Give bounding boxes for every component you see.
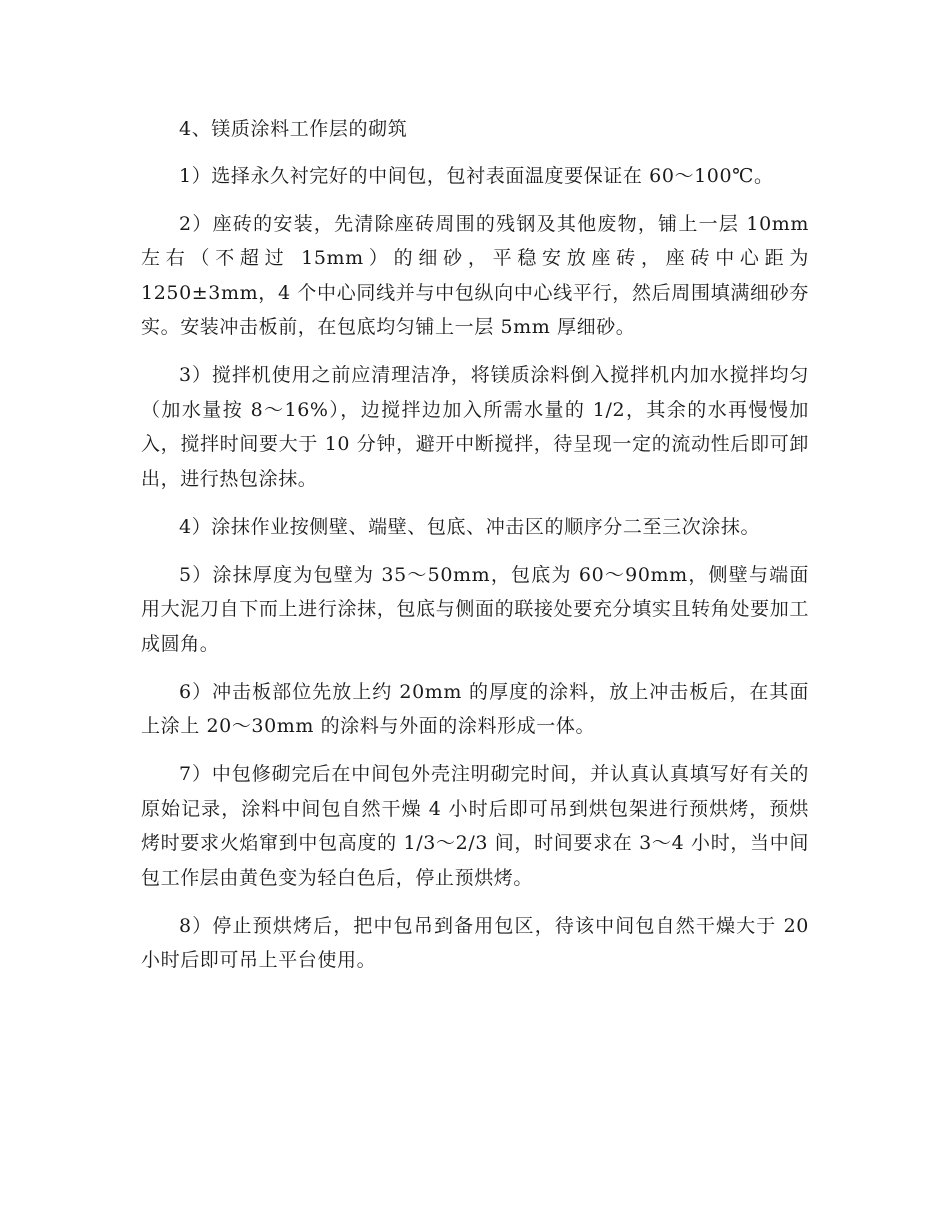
- paragraph-7: 7）中包修砌完后在中间包外壳注明砌完时间，并认真认真填写好有关的原始记录，涂料中间包自然干燥 4 小时后即可吊到烘包架进行预烘烤，预烘烤时要求火焰窜到中包高度的 1/3～2/3 间，时间要求在 3～4 小时，当中间包工作层由黄色变为轻白色后，停止预烘烤。: [141, 763, 809, 889]
- paragraph-6: 6）冲击板部位先放上约 20mm 的厚度的涂料，放上冲击板后，在其面上涂上 20～30mm 的涂料与外面的涂料形成一体。: [141, 680, 809, 737]
- paragraph-1: 1）选择永久衬完好的中间包，包衬表面温度要保证在 60～100℃。: [179, 164, 774, 187]
- paragraph-5: 5）涂抹厚度为包壁为 35～50mm，包底为 60～90mm，侧壁与端面用大泥刀自下而上进行涂抹，包底与侧面的联接处要充分填实且转角处要加工成圆角。: [141, 563, 809, 655]
- document-body: [141, 112, 809, 991]
- paragraph-2: 2）座砖的安装，先清除座砖周围的残钢及其他废物，铺上一层 10mm 左右（不超过 15mm）的细砂，平稳安放座砖，座砖中心距为 1250±3mm，4 个中心同线并与中包纵向中心线平行，然后周围填满细砂夯实。安装冲击板前，在包底均匀铺上一层 5mm 厚细砂。: [141, 212, 809, 338]
- paragraph-8: 8）停止预烘烤后，把中包吊到备用包区，待该中间包自然干燥大于 20 小时后即可吊上平台使用。: [141, 914, 809, 971]
- paragraph-4: 4）涂抹作业按侧壁、端壁、包底、冲击区的顺序分二至三次涂抹。: [179, 515, 761, 538]
- section-heading: 4、镁质涂料工作层的砌筑: [179, 118, 408, 140]
- paragraph-3: 3）搅拌机使用之前应清理洁净，将镁质涂料倒入搅拌机内加水搅拌均匀（加水量按 8～16%），边搅拌边加入所需水量的 1/2，其余的水再慢慢加入，搅拌时间要大于 10 分钟，避开中断搅拌，待呈现一定的流动性后即可卸出，进行热包涂抹。: [141, 364, 809, 490]
